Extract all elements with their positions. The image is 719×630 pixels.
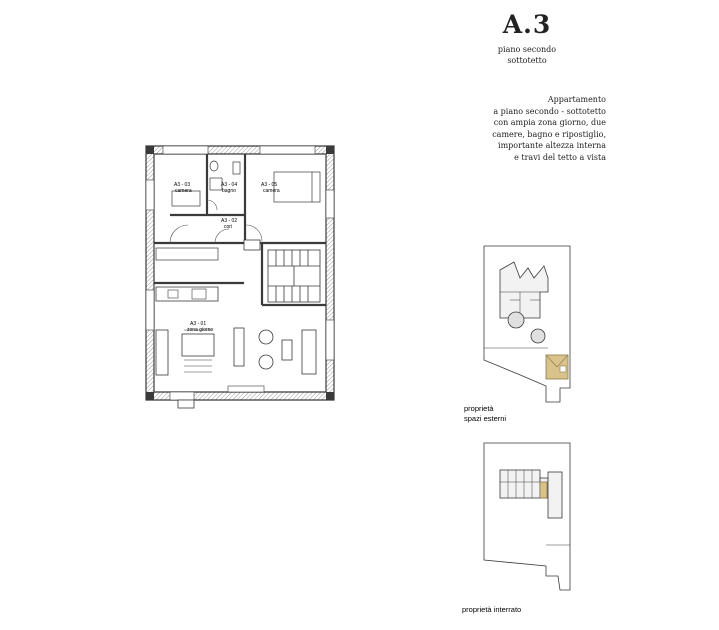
room-code: A3 - 01 [190,321,207,327]
sink [168,290,178,298]
wall-pier [146,392,154,400]
room-name: camera [263,188,280,194]
description-line: e travi del tetto a vista [514,152,606,162]
wall-pier [146,146,154,154]
description-line: a piano secondo - sottotetto [493,106,606,116]
room-code: A3 - 05 [261,182,278,188]
window [326,190,334,218]
tree-icon [508,312,524,328]
window [228,386,264,392]
room-code: A3 - 04 [221,182,238,188]
washbasin [210,161,218,171]
wall-pier [326,392,334,400]
coffee-table [282,340,292,360]
armchair [259,330,273,344]
window [170,392,194,400]
outdoor-caption-line-1: proprietà [464,404,494,413]
toilet [233,162,240,174]
unit-title: A.3 [502,10,552,39]
column [244,240,260,250]
description-line: con ampia zona giorno, due [493,118,606,127]
window [163,146,208,154]
window [260,146,315,154]
sofa [156,330,168,375]
apartment-plan [146,146,334,408]
window [326,320,334,360]
cabinet-row [156,248,218,260]
outdoor-caption-line-2: spazi esterni [464,414,507,423]
subtitle-line-1: piano secondo [497,45,557,54]
double-bed [274,172,320,202]
key-map-basement [484,443,570,590]
dining-table [182,334,214,356]
kitchen-counter [156,287,218,301]
armchair [259,355,273,369]
wall-pier [326,146,334,154]
staircase [268,250,320,302]
description-line: Appartamento [547,95,606,104]
description-line: camere, bagno e ripostiglio, [492,129,606,139]
room-name: bagno [222,188,236,194]
long-table [234,328,244,366]
key-map-outdoor [484,246,570,402]
cooktop [192,289,206,299]
room-name: cori [224,224,233,230]
description-line: importante altezza interna [498,141,606,150]
tv-unit [302,330,316,374]
window [146,180,154,210]
room-code: A3 - 03 [174,182,191,188]
room-code: A3 - 02 [221,218,238,224]
tree-icon [531,329,545,343]
balcony-bump [178,400,194,408]
window [146,290,154,330]
basement-highlight [540,482,547,498]
basement-caption: proprietà interrato [462,605,522,614]
room-name: zona giorno [187,327,214,333]
door-swings [170,200,262,243]
subtitle-line-2: sottotetto [507,56,547,65]
room-name: camera [175,188,192,194]
